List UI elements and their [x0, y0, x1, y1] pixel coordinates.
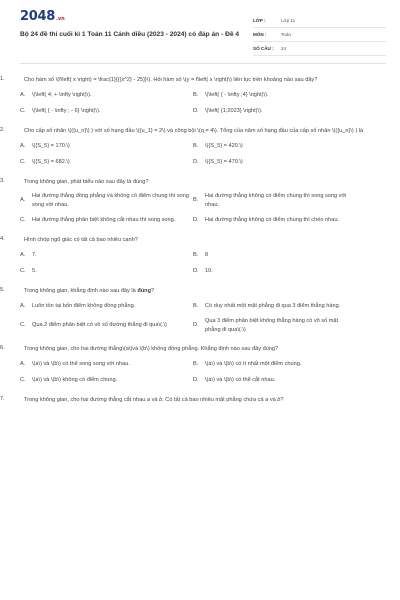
question-text-part: Trong không gian, khẳng định nào sau đây là [24, 288, 138, 294]
answer-option[interactable] [193, 266, 359, 276]
answer-option[interactable] [193, 215, 359, 225]
exam-meta-table [253, 14, 386, 56]
question-text: Cho hàm số \(f\left( x \right) = \frac{1}{{{x^2} - 25}}\). Hỏi hàm số \(y = f\left( x \right)\) liên tục trên khoảng nào sau đây? [24, 77, 318, 83]
option-letter: A. [20, 142, 26, 149]
option-letter: D. [193, 267, 199, 274]
meta-value: 24 [281, 46, 287, 51]
answer-options [20, 301, 364, 334]
answer-option[interactable] [193, 141, 359, 151]
option-text: \({S_5} = 170.\) [32, 142, 70, 149]
option-text: Hai đường thẳng không có điểm chung thì song song với nhau. [205, 193, 347, 208]
option-letter: B. [193, 91, 199, 98]
question-text-var: b [159, 397, 163, 403]
option-text: 8 [205, 251, 209, 258]
question-number: 6. [0, 345, 5, 351]
question-text-part: . Có tất cả bao nhiêu mặt phẳng chứa cả [162, 397, 266, 403]
option-text: Luôn tồn tại bốn điểm không đồng phẳng. [32, 302, 136, 309]
answer-option[interactable] [20, 192, 193, 209]
question-text: Cho cấp số nhân \(({u_n}\) ) với số hạng đầu \({u_1} = 2\) và công bội \(q = 4\). Tổng của năm số hạng đầu của cấp số nhân \(({u_n}\) ) là [24, 128, 364, 134]
option-letter: D. [193, 158, 199, 165]
option-letter: A. [20, 360, 26, 367]
logo-number: 2048 [20, 9, 55, 24]
answer-options [20, 250, 364, 276]
option-letter: D. [193, 107, 199, 114]
meta-row-subject [253, 28, 386, 42]
question-item [0, 178, 364, 225]
answer-option[interactable] [20, 266, 193, 276]
question-list [0, 76, 364, 416]
option-text: Qua 3 điểm phân biệt không thẳng hàng có vô số mặt phẳng đi qua\(.\) [205, 318, 339, 333]
option-letter: C. [20, 322, 26, 329]
question-text-part: và [150, 397, 160, 403]
option-text: \(\left( 4; + \infty \right)\). [32, 91, 92, 98]
option-letter: C. [20, 216, 26, 223]
question-text: Trong không gian, cho hai đường thẳng\(a\)và \(b\) không đồng phẳng. Khẳng định nào sau đây đúng? [24, 346, 279, 352]
question-number: 5. [0, 287, 5, 293]
answer-option[interactable] [193, 301, 359, 311]
question-item [0, 287, 364, 334]
option-text: 10. [205, 267, 213, 274]
answer-options [20, 192, 364, 225]
answer-option[interactable] [193, 317, 359, 334]
question-text-var: b [277, 397, 281, 403]
question-text [24, 287, 364, 296]
answer-option[interactable] [20, 141, 193, 151]
question-text-part: ? [280, 397, 284, 403]
option-letter: C. [20, 376, 26, 383]
answer-option[interactable] [20, 215, 193, 225]
answer-option[interactable] [20, 157, 193, 167]
logo-suffix: .vn [55, 16, 65, 22]
question-text: Trong không gian, phát biểu nào sau đây là đúng? [24, 179, 149, 185]
option-letter: C. [20, 267, 26, 274]
option-letter: C. [20, 158, 26, 165]
option-letter: B. [193, 360, 199, 367]
option-text: Hai đường thẳng không có điểm chung thì chéo nhau. [205, 216, 339, 223]
question-number: 4. [0, 236, 5, 242]
question-item [0, 345, 364, 385]
meta-value: Toán [281, 32, 291, 37]
option-text: \(a\) và \(b\) có thể cắt nhau. [205, 376, 276, 383]
question-item [0, 76, 364, 116]
question-text-part: Trong không gian, cho hai đường thẳng cắt nhau [24, 397, 147, 403]
answer-option[interactable] [193, 250, 359, 260]
question-item [0, 396, 364, 405]
question-number: 3. [0, 178, 5, 184]
option-text: \({S_5} = 420.\) [205, 142, 243, 149]
option-letter: C. [20, 107, 26, 114]
answer-options [20, 90, 364, 116]
question-number: 1. [0, 76, 5, 82]
meta-label: LỚP : [253, 18, 266, 23]
option-text: Hai đường thẳng đồng phẳng và không có điểm chung thì song song với nhau. [32, 193, 190, 208]
answer-option[interactable] [20, 375, 193, 385]
option-text: \(a\) và \(b\) có thể song song với nhau. [32, 360, 130, 367]
answer-option[interactable] [20, 90, 193, 100]
option-letter: D. [193, 322, 199, 329]
option-letter: B. [193, 142, 199, 149]
option-letter: D. [193, 216, 199, 223]
answer-option[interactable] [193, 106, 359, 116]
option-letter: A. [20, 302, 26, 309]
answer-option[interactable] [20, 359, 193, 369]
meta-label: MÔN : [253, 32, 267, 37]
option-text: \({S_5} = 682.\) [32, 158, 70, 165]
option-text: \(\left( { - \infty ; - 6} \right)\). [32, 107, 101, 114]
option-text: 5. [32, 267, 37, 274]
question-text-var: a [146, 397, 151, 403]
question-text-emphasis: đúng [137, 288, 151, 294]
answer-option[interactable] [20, 301, 193, 311]
option-text: \({S_5} = 470.\) [205, 158, 243, 165]
answer-option[interactable] [20, 106, 193, 116]
meta-row-question-count [253, 42, 386, 56]
answer-option[interactable] [20, 250, 193, 260]
option-text: Có duy nhất một mặt phẳng đi qua 3 điểm thẳng hàng. [205, 302, 341, 309]
option-letter: B. [193, 251, 199, 258]
answer-option[interactable] [193, 157, 359, 167]
question-item [0, 127, 364, 167]
question-item [0, 236, 364, 276]
question-text: Hình chóp ngũ giác có tất cả bao nhiêu cạnh? [24, 237, 138, 243]
answer-option[interactable] [20, 317, 193, 334]
option-letter: A. [20, 197, 26, 204]
question-text-part: ? [150, 288, 155, 294]
meta-value: Lớp 11 [281, 18, 296, 23]
answer-option[interactable] [193, 375, 359, 385]
option-letter: A. [20, 251, 26, 258]
question-text-part: và [268, 397, 278, 403]
question-number: 2. [0, 127, 5, 133]
meta-label: SỐ CÂU : [253, 46, 274, 51]
option-text: \(\left( { - \infty ;4} \right)\). [205, 91, 269, 98]
option-text: 7. [32, 251, 37, 258]
answer-option[interactable] [193, 359, 359, 369]
page-header [20, 0, 386, 64]
page-title: Bộ 24 đề thi cuối kì 1 Toán 11 Cánh diều (2023 - 2024) có đáp án - Đề 4 [20, 31, 239, 38]
question-number: 7. [0, 396, 5, 402]
option-text: \(a\) và \(b\) không có điểm chung. [32, 376, 118, 383]
answer-option[interactable] [193, 192, 359, 209]
option-letter: A. [20, 91, 26, 98]
option-text: Hai đường thẳng phân biệt không cắt nhau thì song song. [32, 216, 176, 223]
option-letter: B. [193, 302, 199, 309]
meta-row-class [253, 14, 386, 28]
answer-options [20, 141, 364, 167]
question-text [24, 396, 364, 405]
option-text: \(\left( {1;2023} \right)\). [205, 107, 263, 114]
question-text-var: a [265, 397, 269, 403]
option-text: Qua 2 điểm phân biệt có vô số đường thẳng đi qua\(.\) [32, 322, 167, 329]
answer-options [20, 359, 364, 385]
option-letter: D. [193, 376, 199, 383]
option-letter: B. [193, 197, 199, 204]
answer-option[interactable] [193, 90, 359, 100]
site-logo[interactable] [20, 9, 65, 24]
option-text: \(a\) và \(b\) có ít nhất một điểm chung. [205, 360, 302, 367]
